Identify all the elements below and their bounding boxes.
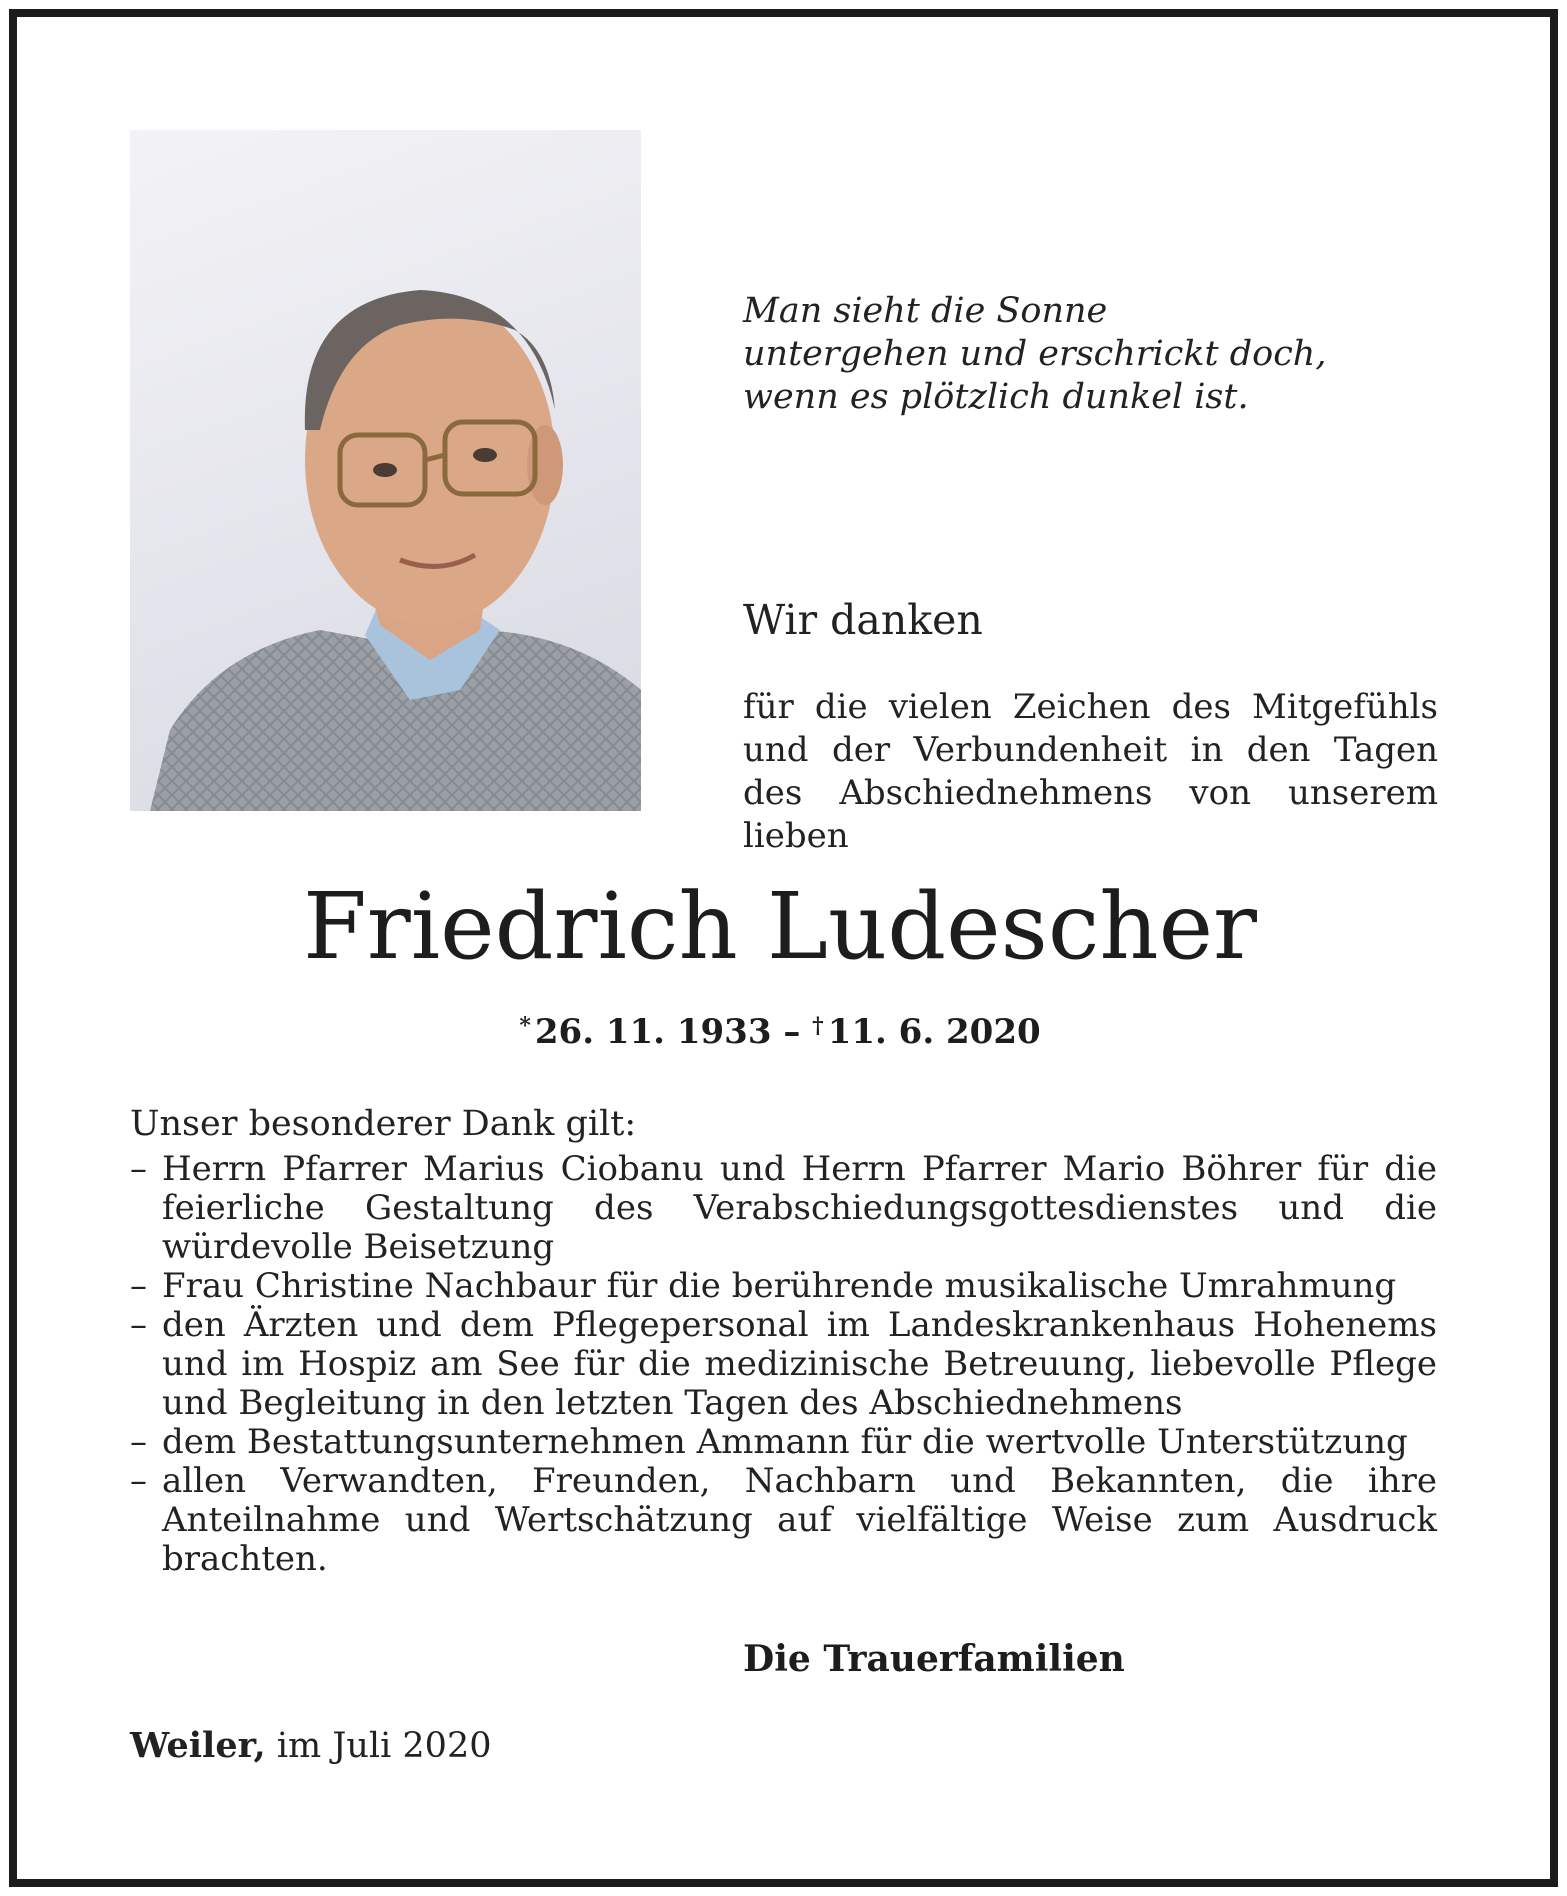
thanks-body: für die vielen Zeichen des Mitgefühls und der Verbundenheit in den Tagen des Abschiednehmens von unserem lieben [743, 687, 1438, 856]
place: Weiler, [130, 1725, 266, 1766]
quote [743, 290, 1443, 419]
list-item: – den Ärzten und dem Pflegepersonal im Landeskrankenhaus Hohenems und im Hospiz am See für die medizinische Betreuung, liebevolle Pflege und Begleitung in den letzten Tagen des Abschiednehmens [130, 1306, 1437, 1423]
quote-line: untergehen und erschrickt doch, [743, 334, 1327, 374]
gratitude-intro: Unser besonderer Dank gilt: [130, 1104, 637, 1144]
date: im Juli 2020 [276, 1726, 492, 1766]
date-separator: – [783, 1012, 801, 1052]
deceased-name: Friedrich Ludescher [302, 873, 1258, 980]
death-symbol: † [812, 1013, 824, 1039]
portrait-illustration [130, 130, 641, 811]
list-item: – Frau Christine Nachbaur für die berührende musikalische Umrahmung [130, 1267, 1437, 1306]
gratitude-list [130, 1150, 1437, 1579]
list-item: – Herrn Pfarrer Marius Ciobanu und Herrn Pfarrer Mario Böhrer für die feierliche Gestaltung des Verabschiedungsgottesdienstes und die würdevolle Beisetzung [130, 1150, 1437, 1267]
birth-date: 26. 11. 1933 [534, 1012, 772, 1052]
birth-symbol: * [519, 1013, 531, 1039]
signature: Die Trauerfamilien [743, 1638, 1125, 1680]
quote-line: Man sieht die Sonne [743, 291, 1108, 331]
list-item: – allen Verwandten, Freunden, Nachbarn und Bekannten, die ihre Anteilnahme und Wertschätzung auf vielfältige Weise zum Ausdruck brachten. [130, 1462, 1437, 1579]
life-dates [130, 1005, 1430, 1053]
list-item: – dem Bestattungsunternehmen Ammann für die wertvolle Unterstützung [130, 1423, 1437, 1462]
thanks-heading: Wir danken [743, 596, 983, 644]
death-date: 11. 6. 2020 [827, 1012, 1041, 1052]
quote-line: wenn es plötzlich dunkel ist. [743, 377, 1249, 417]
portrait-photo [130, 130, 641, 811]
place-date [130, 1724, 491, 1768]
